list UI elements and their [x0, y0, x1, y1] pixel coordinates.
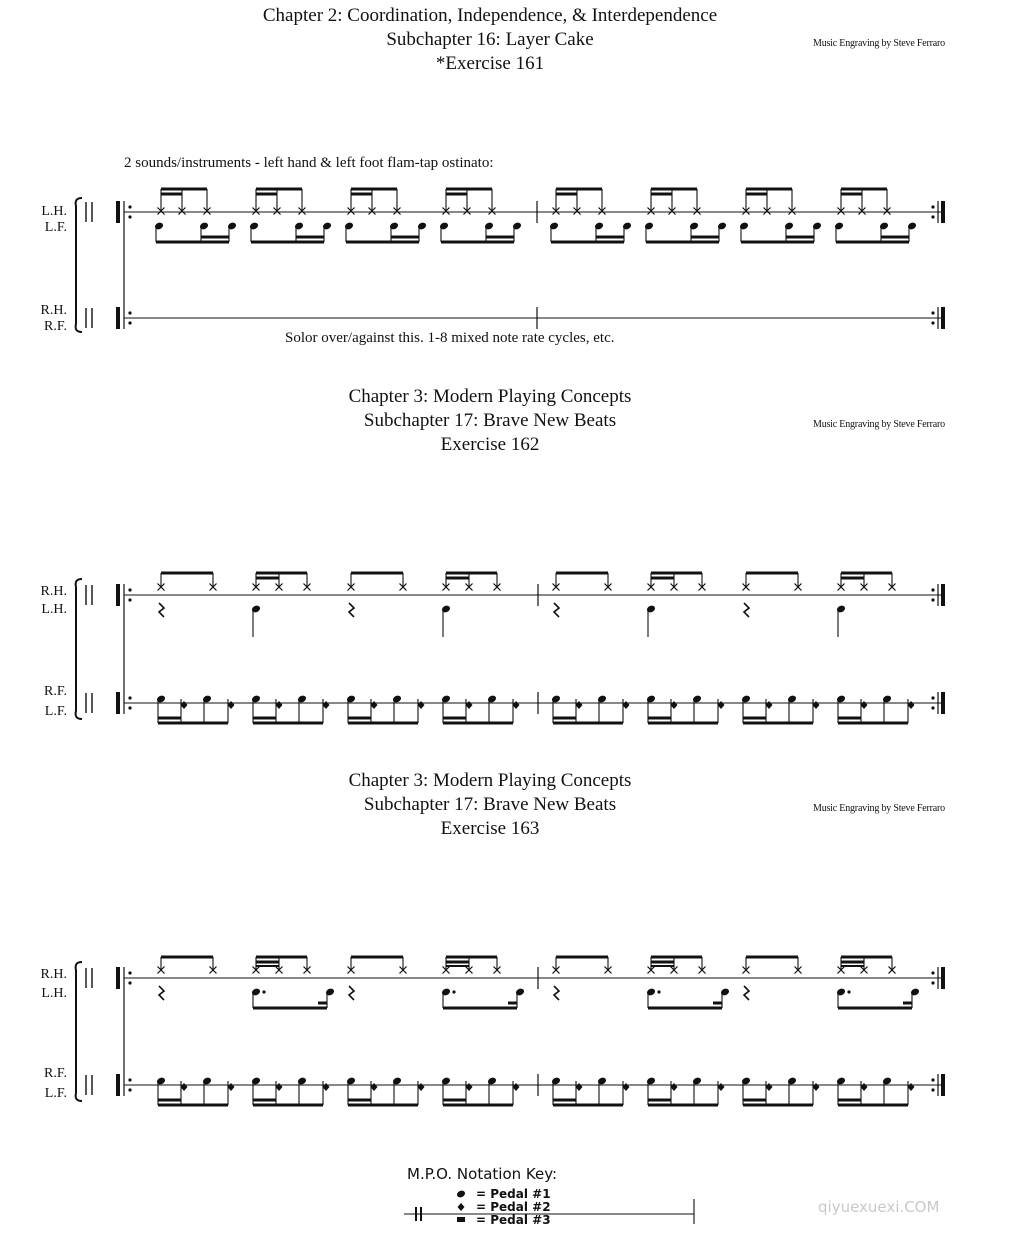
notehead — [515, 987, 525, 996]
rhythm-dot — [931, 588, 934, 591]
notehead — [227, 221, 237, 230]
notehead — [646, 987, 656, 996]
notehead — [487, 694, 497, 703]
staff-label-rh: R.H. — [40, 303, 67, 318]
notehead — [202, 694, 212, 703]
chapter-title-162: Chapter 3: Modern Playing Concepts — [348, 386, 632, 407]
rhythm-dot — [931, 696, 934, 699]
rhythm-dot — [128, 598, 131, 601]
staff-label-lf: L.F. — [44, 704, 67, 719]
notehead — [717, 221, 727, 230]
notehead — [551, 694, 561, 703]
notehead — [512, 221, 522, 230]
staff-label-lf: L.F. — [44, 220, 67, 235]
notehead — [836, 1076, 846, 1085]
rhythm-dot — [931, 706, 934, 709]
rhythm-dot — [128, 696, 131, 699]
notehead — [646, 694, 656, 703]
notehead — [741, 1076, 751, 1085]
rhythm-dot — [128, 205, 131, 208]
notehead — [325, 987, 335, 996]
notehead — [907, 221, 917, 230]
rhythm-dot — [931, 981, 934, 984]
notehead — [346, 1076, 356, 1085]
notehead — [597, 1076, 607, 1085]
rhythm-dot — [128, 321, 131, 324]
rhythm-dot — [128, 215, 131, 218]
notehead — [787, 694, 797, 703]
notehead — [199, 221, 209, 230]
notehead — [646, 1076, 656, 1085]
rhythm-dot — [128, 981, 131, 984]
rhythm-dot — [931, 1088, 934, 1091]
staff-label-rf: R.F. — [43, 684, 67, 699]
subchapter-title-162: Subchapter 17: Brave New Beats — [363, 410, 617, 431]
notehead — [344, 221, 354, 230]
notehead — [784, 221, 794, 230]
notehead — [551, 1076, 561, 1085]
notehead — [297, 694, 307, 703]
notehead — [834, 221, 844, 230]
key-pedal-1: = Pedal #1 — [476, 1187, 551, 1201]
engraving-credit-163: Music Engraving by Steve Ferraro — [813, 803, 945, 814]
notehead — [741, 694, 751, 703]
quarter-rest — [349, 986, 354, 1000]
rhythm-dot — [931, 311, 934, 314]
notehead — [879, 221, 889, 230]
quarter-rest — [349, 603, 354, 617]
notehead — [692, 1076, 702, 1085]
notehead — [456, 1189, 466, 1198]
chapter-title-161: Chapter 2: Coordination, Independence, & Interdependence — [262, 5, 718, 26]
notehead — [882, 694, 892, 703]
quarter-rest — [159, 603, 164, 617]
watermark: qiyuexuexi.COM — [818, 1198, 940, 1216]
notehead — [644, 221, 654, 230]
notehead — [882, 1076, 892, 1085]
chapter-title-163: Chapter 3: Modern Playing Concepts — [348, 770, 632, 791]
notehead — [739, 221, 749, 230]
rhythm-dot — [128, 971, 131, 974]
rhythm-dot — [931, 215, 934, 218]
staff-label-rf: R.F. — [43, 1066, 67, 1081]
quarter-rest — [744, 986, 749, 1000]
instruction-161: 2 sounds/instruments - left hand & left foot flam-tap ostinato: — [124, 155, 494, 171]
engraving-credit-162: Music Engraving by Steve Ferraro — [813, 419, 945, 430]
notehead — [251, 987, 261, 996]
notehead — [689, 221, 699, 230]
engraving-credit-161: Music Engraving by Steve Ferraro — [813, 38, 945, 49]
notehead — [441, 694, 451, 703]
key-pedal3-head — [457, 1217, 465, 1222]
notehead — [836, 987, 846, 996]
key-pedal-2: = Pedal #2 — [476, 1200, 551, 1214]
notehead — [594, 221, 604, 230]
notehead — [622, 221, 632, 230]
staff-label-rh: R.H. — [40, 967, 67, 982]
notehead — [549, 221, 559, 230]
staff-label-lf: L.F. — [44, 1086, 67, 1101]
staff-label-rf: R.F. — [43, 319, 67, 334]
system-bracket — [76, 962, 82, 1101]
notehead — [156, 694, 166, 703]
staff-label-lh: L.H. — [41, 602, 67, 617]
notehead — [251, 1076, 261, 1085]
notehead — [346, 694, 356, 703]
notehead — [787, 1076, 797, 1085]
notehead — [249, 221, 259, 230]
notehead — [441, 604, 451, 613]
staff-label-lh: L.H. — [41, 204, 67, 219]
rhythm-dot — [128, 1078, 131, 1081]
exercise-title-163: Exercise 163 — [440, 818, 540, 839]
rhythm-dot — [128, 588, 131, 591]
rhythm-dot — [128, 1088, 131, 1091]
diamond-notehead — [458, 1203, 465, 1211]
notehead — [297, 1076, 307, 1085]
quarter-rest — [554, 603, 559, 617]
rhythm-dot — [128, 706, 131, 709]
notehead — [597, 694, 607, 703]
notehead — [439, 221, 449, 230]
quarter-rest — [554, 986, 559, 1000]
notehead — [646, 604, 656, 613]
key-pedal-3: = Pedal #3 — [476, 1213, 551, 1227]
notehead — [154, 221, 164, 230]
staff-label-rh: R.H. — [40, 584, 67, 599]
rhythm-dot — [847, 990, 850, 993]
exercise-title-161: *Exercise 161 — [435, 53, 545, 74]
rhythm-dot — [262, 990, 265, 993]
staff-label-lh: L.H. — [41, 986, 67, 1001]
subchapter-title-161: Subchapter 16: Layer Cake — [386, 29, 594, 50]
notehead — [836, 694, 846, 703]
quarter-rest — [744, 603, 749, 617]
notehead — [389, 221, 399, 230]
notehead — [441, 1076, 451, 1085]
footer-instruction-161: Solor over/against this. 1-8 mixed note rate cycles, etc. — [285, 330, 615, 346]
rhythm-dot — [452, 990, 455, 993]
notehead — [202, 1076, 212, 1085]
rhythm-dot — [128, 311, 131, 314]
notehead — [720, 987, 730, 996]
rhythm-dot — [931, 205, 934, 208]
rhythm-dot — [931, 971, 934, 974]
quarter-rest — [159, 986, 164, 1000]
notehead — [392, 1076, 402, 1085]
notehead — [812, 221, 822, 230]
notehead — [392, 694, 402, 703]
notehead — [251, 694, 261, 703]
notehead — [836, 604, 846, 613]
notehead — [251, 604, 261, 613]
notehead — [692, 694, 702, 703]
exercise-title-162: Exercise 162 — [440, 434, 540, 455]
notehead — [441, 987, 451, 996]
notehead — [910, 987, 920, 996]
notehead — [156, 1076, 166, 1085]
system-bracket — [76, 579, 82, 719]
notehead — [487, 1076, 497, 1085]
rhythm-dot — [931, 321, 934, 324]
notehead — [484, 221, 494, 230]
notehead — [417, 221, 427, 230]
system-bracket — [76, 198, 82, 332]
notehead — [322, 221, 332, 230]
notation-key-title: M.P.O. Notation Key: — [407, 1165, 558, 1183]
rhythm-dot — [657, 990, 660, 993]
notehead — [294, 221, 304, 230]
subchapter-title-163: Subchapter 17: Brave New Beats — [363, 794, 617, 815]
rhythm-dot — [931, 598, 934, 601]
rhythm-dot — [931, 1078, 934, 1081]
